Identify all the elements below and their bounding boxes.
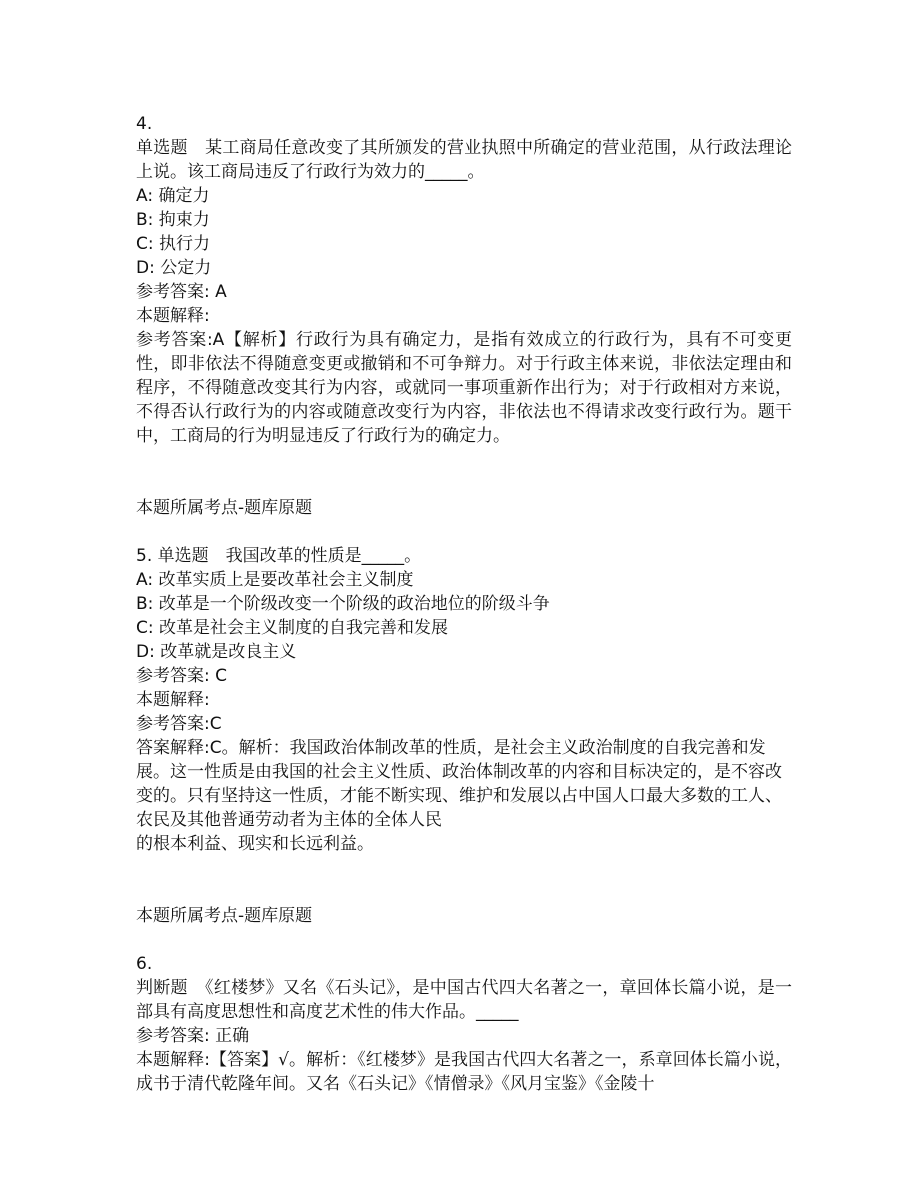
- question-source: 本题所属考点-题库原题: [136, 498, 313, 518]
- explanation-label: 本题解释:: [136, 690, 210, 710]
- option-b: B: 拘束力: [136, 210, 210, 230]
- question-6: [136, 952, 792, 1096]
- question-5: [136, 544, 792, 856]
- question-number: 6.: [136, 954, 153, 974]
- option-c: C: 执行力: [136, 234, 211, 254]
- reference-answer: 参考答案: C: [136, 666, 228, 686]
- reference-answer-2: 参考答案:C: [136, 714, 222, 734]
- reference-answer: 参考答案: 正确: [136, 1026, 250, 1046]
- option-d: D: 公定力: [136, 258, 212, 278]
- option-b: B: 改革是一个阶级改变一个阶级的政治地位的阶级斗争: [136, 594, 550, 614]
- explanation-label: 本题解释:: [136, 306, 210, 326]
- option-a: A: 确定力: [136, 186, 210, 206]
- explanation-text: 参考答案:A【解析】行政行为具有确定力，是指有效成立的行政行为，具有不可变更性，即非依法不得随意变更或撤销和不可争辩力。对于行政主体来说，非依法定理由和程序，不得随意改变其行为内容，或就同一事项重新作出行为；对于行政相对方来说，不得否认行政行为的内容或随意改变行为内容，非依法也不得请求改变行政行为。题干中，工商局的行为明显违反了行政行为的确定力。: [136, 330, 792, 446]
- explanation-tail: 的根本利益、现实和长远利益。: [136, 834, 374, 854]
- question-source: 本题所属考点-题库原题: [136, 906, 313, 926]
- question-4: [136, 112, 792, 448]
- explanation-text: 本题解释:【答案】√。解析：《红楼梦》是我国古代四大名著之一，系章回体长篇小说，成书于清代乾隆年间。又名《石头记》《情僧录》《风月宝鉴》《金陵十: [136, 1050, 792, 1094]
- option-d: D: 改革就是改良主义: [136, 642, 297, 662]
- question-stem: 判断题 《红楼梦》又名《石头记》，是中国古代四大名著之一，章回体长篇小说，是一部具有高度思想性和高度艺术性的伟大作品。_____: [136, 978, 792, 1022]
- question-stem: 单选题 某工商局任意改变了其所颁发的营业执照中所确定的营业范围，从行政法理论上说。该工商局违反了行政行为效力的_____。: [136, 138, 792, 182]
- question-stem: 5. 单选题 我国改革的性质是_____。: [136, 546, 422, 566]
- question-number: 4.: [136, 114, 153, 134]
- reference-answer: 参考答案: A: [136, 282, 227, 302]
- option-a: A: 改革实质上是要改革社会主义制度: [136, 570, 414, 590]
- exam-document: [136, 112, 792, 1096]
- option-c: C: 改革是社会主义制度的自我完善和发展: [136, 618, 449, 638]
- explanation-text: 答案解释:C。解析：我国政治体制改革的性质，是社会主义政治制度的自我完善和发展。这一性质是由我国的社会主义性质、政治体制改革的内容和目标决定的，是不容改变的。只有坚持这一性质，才能不断实现、维护和发展以占中国人口最大多数的工人、农民及其他普通劳动者为主体的全体人民: [136, 738, 782, 830]
